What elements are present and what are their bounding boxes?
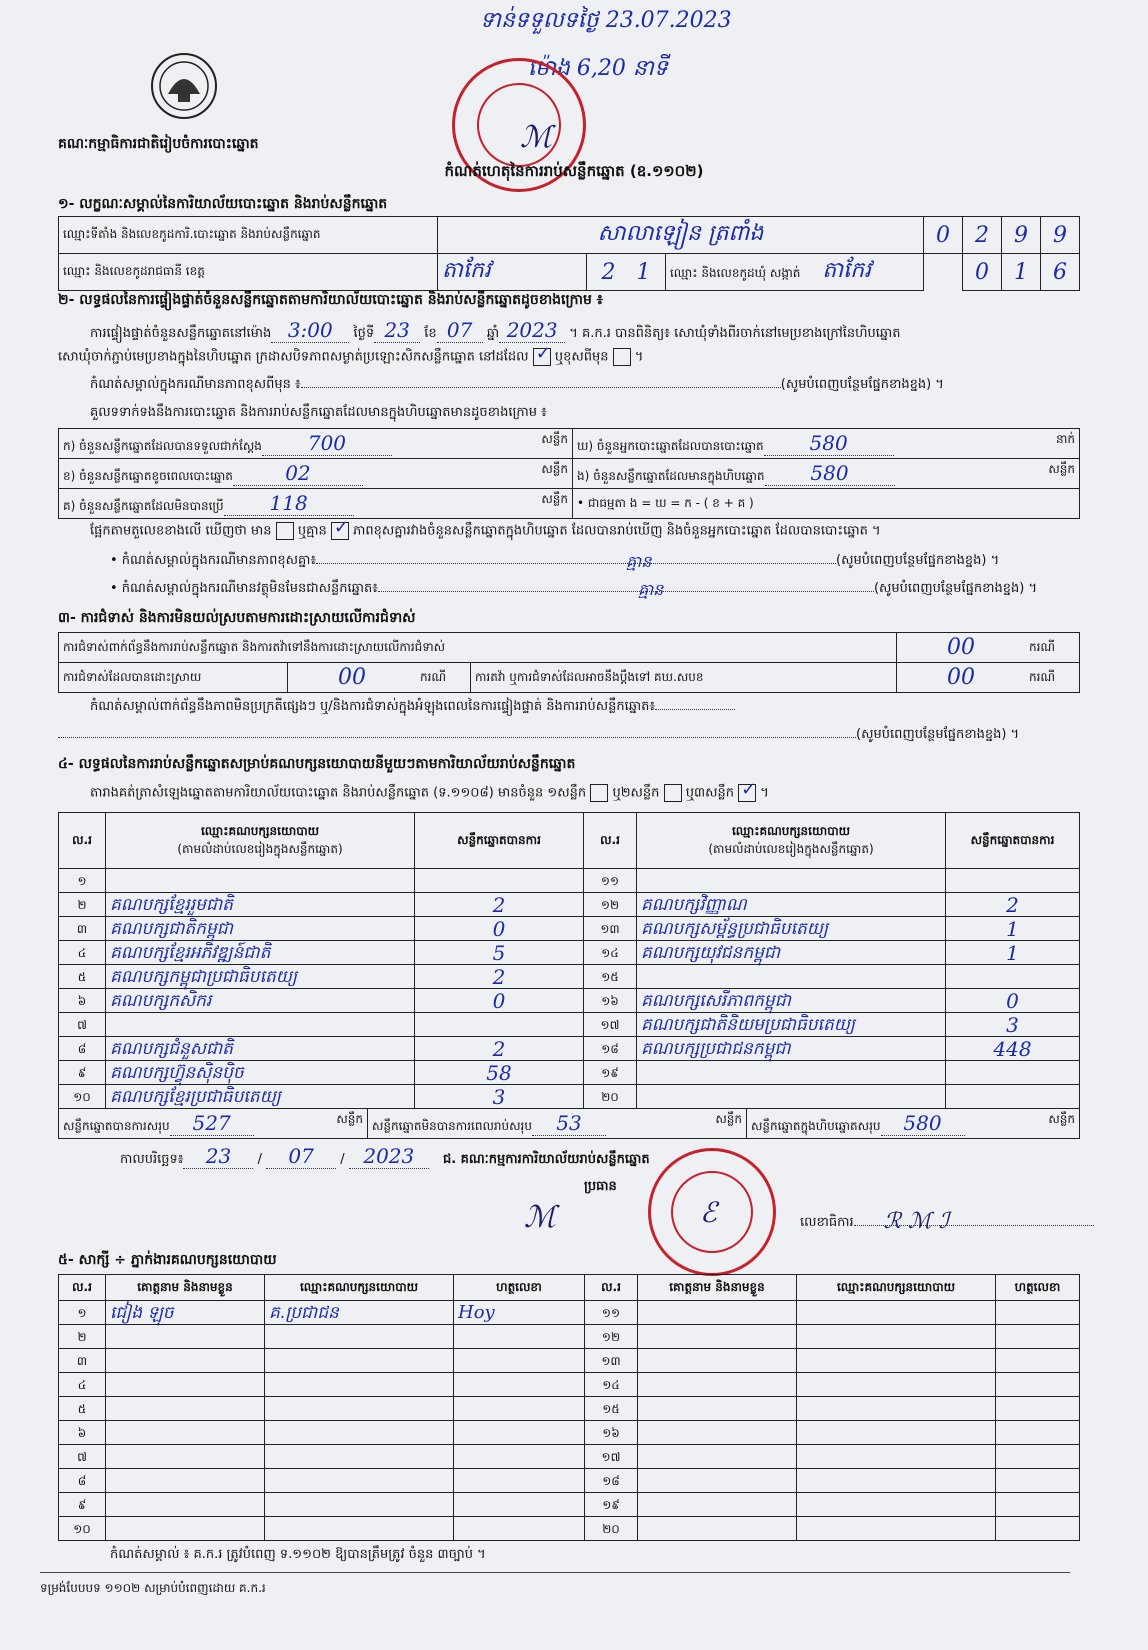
table-row [59, 1061, 1080, 1085]
witness-signature [996, 1301, 1080, 1325]
witness-party [265, 1469, 454, 1493]
witness-signature [996, 1397, 1080, 1421]
checkbox-2-sheets[interactable] [664, 784, 682, 802]
witness-name [106, 1445, 265, 1469]
party-name: គណបក្សហ៊្វុនស៊ិនប៉ិច [106, 1061, 415, 1085]
witness-name [106, 1349, 265, 1373]
witness-name [106, 1325, 265, 1349]
table-row [59, 1085, 1080, 1109]
verify-day: 23 [374, 318, 420, 343]
row-no: ២ [59, 1325, 106, 1349]
form-title: កំណត់ហេតុនៃការរាប់សន្លឹកឆ្នោត (ឧ.១១០២) [444, 162, 704, 180]
witness-name [638, 1301, 797, 1325]
witness-name [106, 1493, 265, 1517]
spoiled-ballots-value: 02 [233, 461, 363, 486]
witness-party [797, 1301, 996, 1325]
party-name: គណបក្សវិញ្ញាណ [637, 893, 946, 917]
appeal-value: 00 [897, 663, 1026, 693]
table-row [59, 965, 1080, 989]
objection-related-label: ការជំទាស់ពាក់ព័ន្ធនឹងការរាប់សន្លឹកឆ្នោត និងការតវ៉ាទៅនឹងការដោះស្រាយលើការជំទាស់ [59, 633, 897, 663]
witness-party: គ.ប្រជាជន [265, 1301, 454, 1325]
party-votes: 1 [946, 941, 1080, 965]
witness-signature: Hoy [454, 1301, 585, 1325]
commune-code-2: 1 [1002, 254, 1041, 291]
witness-name [638, 1397, 797, 1421]
party-votes: 3 [415, 1085, 584, 1109]
table-row [59, 869, 1080, 893]
formula: • ជាធម្មតា ង = ឃ = ក - ( ខ + គ ) [573, 489, 1080, 519]
party-name [637, 1085, 946, 1109]
party-votes [946, 965, 1080, 989]
unused-ballots-value: 118 [224, 491, 354, 516]
witness-name [638, 1349, 797, 1373]
party-votes: 2 [415, 893, 584, 917]
party-name: គណបក្សសេរីភាពកម្ពុជា [637, 989, 946, 1013]
table-row [59, 1301, 1080, 1325]
party-votes: 0 [415, 989, 584, 1013]
row-no: ៤ [59, 941, 106, 965]
party-name: គណបក្សយុវជនកម្ពុជា [637, 941, 946, 965]
row-no: ១ [59, 1301, 106, 1325]
party-name [106, 869, 415, 893]
witness-party [797, 1445, 996, 1469]
location-label: ឈ្មោះទីតាំង និងលេខកូដការិ.បោះឆ្នោត និងរាប់សន្លឹកឆ្នោត [59, 217, 438, 254]
table-row [59, 1397, 1080, 1421]
table-row [59, 917, 1080, 941]
witness-party [265, 1397, 454, 1421]
location-code-2: 2 [963, 217, 1002, 254]
chair-label: ប្រធាន [584, 1179, 617, 1194]
row-no: ១០ [59, 1517, 106, 1541]
witness-party [797, 1325, 996, 1349]
witness-name [106, 1421, 265, 1445]
tally-sheet-line: តារាងគត់ត្រាសំឡេងឆ្នោតតាមការិយាល័យបោះឆ្នោត និងរាប់សន្លឹកឆ្នោត (ទ.១១០៨) មានចំនួន ១សន្លឹក ឬ២សន្លឹក ឬ៣សន្លឹក ✓ ។ [90, 784, 769, 804]
row-no: ៦ [59, 1421, 106, 1445]
verify-time: 3:00 [271, 318, 349, 343]
row-no: ២ [59, 893, 106, 917]
handwritten-time-note: ម៉ោង 6,20 នាទី [528, 56, 668, 81]
party-name [106, 1013, 415, 1037]
witness-party [265, 1493, 454, 1517]
table-row [59, 1037, 1080, 1061]
row-no: ១៥ [584, 965, 637, 989]
party-name: គណបក្សសម្ព័ន្ធប្រជាធិបតេយ្យ [637, 917, 946, 941]
col-party-right: ឈ្មោះគណបក្សនយោបាយ (តាមលំដាប់លេខរៀងក្នុងសន្លឹកឆ្នោត) [637, 813, 946, 869]
mismatch-check-line: ផ្អែកតាមតួលេខខាងលើ ឃើញថា មាន ឬគ្មាន ✓ ភាពខុសគ្នារវាងចំនួនសន្លឹកឆ្នោតក្នុងហិបឆ្នោត ដែលបានរាប់ឃើញ និងចំនួនអ្នកបោះឆ្នោត ដែលបានបោះឆ្នោត ។ [90, 522, 881, 542]
row-no: ១៦ [584, 989, 637, 1013]
witness-party [797, 1469, 996, 1493]
row-no: ៧ [59, 1445, 106, 1469]
section5-heading: ៥- សាក្សី ÷ ភ្នាក់ងារគណបក្សនយោបាយ [58, 1252, 277, 1268]
witness-table: ល.រ គោត្តនាម និងនាមខ្លួន ឈ្មោះគណបក្សនយោបាយ ហត្ថលេខា ល.រ គោត្តនាម និងនាមខ្លួន ឈ្មោះគណបក្សនយោបាយ ហត្ថលេខា ១ ជៀង ឡុច គ.ប្រជាជន Hoy ១១ ២ ១២ ៣ ១៣ ៤ ១៤ ៥ ១៥ ៦ ១៦ ៧ ១៧ ៨ ១៨ ៩ ១៩ ១០ ២០ [58, 1274, 1080, 1541]
location-code-1: 0 [924, 217, 963, 254]
row-no: ១៤ [585, 1373, 638, 1397]
witness-name [638, 1445, 797, 1469]
party-votes [415, 1013, 584, 1037]
party-votes [415, 869, 584, 893]
witness-name [106, 1517, 265, 1541]
table-row [59, 1493, 1080, 1517]
witness-signature [996, 1349, 1080, 1373]
witness-signature [996, 1445, 1080, 1469]
witness-party [797, 1373, 996, 1397]
location-code-4: 9 [1041, 217, 1080, 254]
province-label: ឈ្មោះ និងលេខកូដរាជធានី ខេត្ត [59, 254, 438, 291]
row-no: ១៨ [584, 1037, 637, 1061]
note-diff-line: កំណត់សម្គាល់ក្នុងករណីមានភាពខុសពីមុន ៖ (សូមបំពេញបន្ថែមផ្នែកខាងខ្នង) ។ [90, 377, 944, 392]
row-no: ១០ [59, 1085, 106, 1109]
handwritten-date-note: ទាន់ទទួលទថ្ងៃ 23.07.2023 [480, 8, 732, 33]
row-no: ៧ [59, 1013, 106, 1037]
witness-name [638, 1325, 797, 1349]
row-no: ២០ [585, 1517, 638, 1541]
witness-party [265, 1373, 454, 1397]
party-name: គណបក្សខ្មែរប្រជាធិបតេយ្យ [106, 1085, 415, 1109]
secretary-line: លេខាធិការ ℛ ℳ ℐ [800, 1214, 1094, 1233]
witness-party [265, 1517, 454, 1541]
party-votes: 2 [415, 965, 584, 989]
party-name: គណបក្សខ្មែរអភិវឌ្ឍន៍ជាតិ [106, 941, 415, 965]
checkbox-different[interactable] [613, 348, 631, 366]
table-row [59, 1325, 1080, 1349]
col-votes-right: សន្លឹកឆ្នោតបានការ [946, 813, 1080, 869]
party-name: គណបក្សខ្មែររួមជាតិ [106, 893, 415, 917]
table-row [59, 941, 1080, 965]
col-party-left: ឈ្មោះគណបក្សនយោបាយ (តាមលំដាប់លេខរៀងក្នុងសន្លឹកឆ្នោត) [106, 813, 415, 869]
witness-name [106, 1373, 265, 1397]
row-no: ៦ [59, 989, 106, 1013]
row-no: ១៧ [584, 1013, 637, 1037]
resolved-label: ការជំទាស់ដែលបានដោះស្រាយ [59, 663, 288, 693]
party-name: គណបក្សកសិករ [106, 989, 415, 1013]
witness-name [106, 1397, 265, 1421]
voters-voted-value: 580 [764, 431, 894, 456]
witness-signature [454, 1421, 585, 1445]
witness-name [638, 1469, 797, 1493]
resolved-value: 00 [288, 663, 417, 693]
table-row [59, 1013, 1080, 1037]
witness-signature [454, 1325, 585, 1349]
verify-month: 07 [437, 318, 483, 343]
date-line: កាលបរិច្ឆេទ៖ 23 / 07 / 2023 ជ. គណៈកម្មការការិយាល័យរាប់សន្លឹកឆ្នោត [120, 1144, 650, 1168]
checkbox-same[interactable] [533, 348, 551, 366]
witness-signature [454, 1445, 585, 1469]
witness-signature [454, 1517, 585, 1541]
witness-name [638, 1517, 797, 1541]
row-no: ៤ [59, 1373, 106, 1397]
note-foreign-line: • កំណត់សម្គាល់ក្នុងករណីមានវត្ថុមិនមែនជាសន្លឹកឆ្នោត៖ គ្មាន (សូមបំពេញបន្ថែមផ្នែកខាងខ្នង) ។ [110, 580, 1038, 599]
row-no: ១៩ [584, 1061, 637, 1085]
witness-party [265, 1325, 454, 1349]
row-no: ១៧ [585, 1445, 638, 1469]
table-row [59, 989, 1080, 1013]
commune-code-3: 6 [1041, 254, 1080, 291]
row-no: ១៣ [584, 917, 637, 941]
row-no: ១២ [584, 893, 637, 917]
row-no: ៨ [59, 1037, 106, 1061]
witness-party [797, 1397, 996, 1421]
table-row [59, 1421, 1080, 1445]
party-votes: 2 [415, 1037, 584, 1061]
totals-table: សន្លឹកឆ្នោតបានការសរុប 527 សន្លឹក សន្លឹកឆ្នោតមិនបានការពេលរាប់សរុប 53 សន្លឹក សន្លឹកឆ្នោតក្នុងហិបឆ្នោតសរុប 580 សន្លឹក [58, 1108, 1080, 1139]
party-name [637, 965, 946, 989]
party-name: គណបក្សកម្ពុជាប្រជាធិបតេយ្យ [106, 965, 415, 989]
table-row [59, 1349, 1080, 1373]
row-no: ១៤ [584, 941, 637, 965]
ballots-in-box-value: 580 [765, 461, 895, 486]
witness-signature [996, 1517, 1080, 1541]
witness-party [265, 1349, 454, 1373]
location-code-3: 9 [1002, 217, 1041, 254]
table-row [59, 1517, 1080, 1541]
witness-signature [454, 1349, 585, 1373]
row-no: ១២ [585, 1325, 638, 1349]
province-value: តាកែវ [438, 254, 587, 291]
party-votes: 58 [415, 1061, 584, 1085]
member-signature: ℳ [524, 1200, 557, 1235]
row-no: ១ [59, 869, 106, 893]
row-no: ៣ [59, 1349, 106, 1373]
section4-heading: ៤- លទ្ធផលនៃការរាប់សន្លឹកឆ្នោតសម្រាប់គណបក្សនយោបាយនីមួយៗតាមការិយាល័យរាប់សន្លឹកឆ្នោត [58, 756, 576, 772]
witness-signature [996, 1469, 1080, 1493]
commune-code-1: 0 [963, 254, 1002, 291]
party-name: គណបក្សជាតិកម្ពុជា [106, 917, 415, 941]
witness-signature [454, 1373, 585, 1397]
verification-line-2: សោឃុំចាក់ភ្ជាប់មេប្រខាងក្នុងនៃហិបឆ្នោត ក្រដាសបិទភាពសម្ងាត់ប្រឡោះសិកសន្លឹកឆ្នោត នៅដដែល ✓ ឬខុសពីមុន ។ [58, 348, 643, 368]
row-no: ៩ [59, 1493, 106, 1517]
checkbox-3-sheets[interactable] [738, 784, 756, 802]
witness-signature [996, 1325, 1080, 1349]
section3-heading: ៣- ការជំទាស់ និងការមិនយល់ស្របតាមការដោះស្រាយលើការជំទាស់ [58, 610, 416, 626]
ballot-count-table: ក) ចំនួនសន្លឹកឆ្នោតដែលបានទទួលជាក់ស្តែង 700 សន្លឹក ឃ) ចំនួនអ្នកបោះឆ្នោតដែលបានបោះឆ្នោត 580 នាក់ ខ) ចំនួនសន្លឹកឆ្នោតខូចពេលបោះឆ្នោត 02 សន្លឹក ង) ចំនួនសន្លឹកឆ្នោតដែលមានក្នុងហិបឆ្នោត 580 សន្លឹក គ) ចំនួនសន្លឹកឆ្នោតដែលមិនបានប្រើ 118 សន្លឹក • ជាធម្មតា ង = ឃ = ក - ( ខ + គ ) [58, 428, 1080, 519]
row-no: ៥ [59, 965, 106, 989]
party-results-table [58, 812, 1080, 1109]
party-votes: 3 [946, 1013, 1080, 1037]
witness-signature [454, 1469, 585, 1493]
verify-year: 2023 [499, 318, 565, 343]
table-row [59, 1373, 1080, 1397]
party-votes: 0 [415, 917, 584, 941]
objection-table: ការជំទាស់ពាក់ព័ន្ធនឹងការរាប់សន្លឹកឆ្នោត និងការតវ៉ាទៅនឹងការដោះស្រាយលើការជំទាស់ 00 ករណី ការជំទាស់ដែលបានដោះស្រាយ 00 ករណី ការតវ៉ា ឬការជំទាស់ដែលអាចនឹងប្តឹងទៅ គឃ.សបខ 00 ករណី [58, 632, 1080, 693]
total-valid-value: 527 [170, 1111, 254, 1136]
objection-related-value: 00 [897, 633, 1026, 663]
row-no: ១១ [584, 869, 637, 893]
witness-signature [996, 1493, 1080, 1517]
checkbox-no-difference[interactable] [331, 522, 349, 540]
row-no: ៣ [59, 917, 106, 941]
row-no: ៨ [59, 1469, 106, 1493]
table-row [59, 1445, 1080, 1469]
party-name: គណបក្សជាតិនិយមប្រជាធិបតេយ្យ [637, 1013, 946, 1037]
chair-signature: ℰ [700, 1196, 717, 1229]
party-votes [946, 1085, 1080, 1109]
form-reference: ទម្រង់បែបបទ ១១០២ សម្រាប់បំពេញដោយ គ.ក.រ [40, 1581, 266, 1595]
total-invalid-value: 53 [532, 1111, 606, 1136]
party-name [637, 869, 946, 893]
witness-party [797, 1421, 996, 1445]
result-intro: គួលទទាក់ទងនឹងការបោះឆ្នោត និងការរាប់សន្លឹកឆ្នោតដែលមានក្នុងហិបឆ្នោតមានដូចខាងក្រោម ៖ [90, 405, 547, 420]
commune-label: ឈ្មោះ និងលេខកូដឃុំ សង្កាត់ [670, 266, 801, 280]
signature-top: ℳ [520, 120, 553, 155]
witness-party [797, 1493, 996, 1517]
commune-value: តាកែវ [822, 258, 872, 283]
section3-fill-line: (សូមបំពេញបន្ថែមផ្នែកខាងខ្នង) ។ [58, 726, 1080, 745]
verification-line-1: ការផ្ទៀងផ្ទាត់ចំនួនសន្លឹកឆ្នោតនៅម៉ោង 3:00 ថ្ងៃទី 23 ខែ 07 ឆ្នាំ 2023 ។ គ.ក.រ បានពិនិត្យ៖ សោឃុំទាំងពីរចាក់នៅមេប្រខាងក្រៅនៃហិបឆ្នោត [90, 318, 901, 342]
table-row [59, 893, 1080, 917]
col-no-left: ល.រ [59, 813, 106, 869]
party-name: គណបក្សប្រជាជនកម្ពុជា [637, 1037, 946, 1061]
organization-name: គណៈកម្មាធិការជាតិរៀបចំការបោះឆ្នោត [58, 136, 259, 152]
witness-name [638, 1421, 797, 1445]
witness-party [797, 1517, 996, 1541]
checkbox-has-difference[interactable] [276, 522, 294, 540]
appeal-label: ការតវ៉ា ឬការជំទាស់ដែលអាចនឹងប្តឹងទៅ គឃ.សបខ [471, 663, 897, 693]
location-value: សាលាឡៀន ត្រពាំង [438, 217, 924, 254]
witness-name [638, 1373, 797, 1397]
province-code: 2 1 [587, 254, 666, 291]
received-ballots-value: 700 [262, 431, 392, 456]
row-no: ១៥ [585, 1397, 638, 1421]
row-no: ១១ [585, 1301, 638, 1325]
col-no-right: ល.រ [584, 813, 637, 869]
checkbox-1-sheet[interactable] [590, 784, 608, 802]
note-mismatch-line: • កំណត់សម្គាល់ក្នុងករណីមានភាពខុសគ្នា៖ គ្មាន (សូមបំពេញបន្ថែមផ្នែកខាងខ្នង) ។ [110, 552, 1000, 571]
row-no: ៥ [59, 1397, 106, 1421]
party-votes: 0 [946, 989, 1080, 1013]
witness-party [797, 1349, 996, 1373]
section1-heading: ១- លក្ខណៈសម្គាល់នៃការិយាល័យបោះឆ្នោត និងរាប់សន្លឹកឆ្នោត [58, 196, 388, 212]
table-row [59, 1469, 1080, 1493]
row-no: ១៦ [585, 1421, 638, 1445]
row-no: ១៣ [585, 1349, 638, 1373]
witness-name [106, 1469, 265, 1493]
party-name: គណបក្សជំនួសជាតិ [106, 1037, 415, 1061]
witness-signature [996, 1421, 1080, 1445]
witness-name: ជៀង ឡុច [106, 1301, 265, 1325]
party-votes: 448 [946, 1037, 1080, 1061]
row-no: ១៨ [585, 1469, 638, 1493]
witness-signature [454, 1493, 585, 1517]
party-votes: 1 [946, 917, 1080, 941]
witness-name [638, 1493, 797, 1517]
commune-cell [666, 254, 924, 291]
party-name [637, 1061, 946, 1085]
witness-signature [454, 1397, 585, 1421]
section3-note: កំណត់សម្គាល់ពាក់ព័ន្ធនឹងភាពមិនប្រក្រតីផ្សេងៗ ឬ/និងការជំទាស់ក្នុងអំឡុងពេលនៃការផ្ទៀងផ្ទាត់ និងការរាប់សន្លឹកឆ្នោត៖ [90, 698, 1080, 717]
row-no: ១៩ [585, 1493, 638, 1517]
witness-signature [996, 1373, 1080, 1397]
party-votes [946, 869, 1080, 893]
section1-table [58, 216, 1080, 291]
section2-heading: ២- លទ្ធផលនៃការផ្ទៀងផ្ទាត់ចំនួនសន្លឹកឆ្នោតតាមការិយាល័យបោះឆ្នោត និងរាប់សន្លឹកឆ្នោតដូចខាងក្រោម ៖ [58, 292, 603, 308]
witness-party [265, 1445, 454, 1469]
total-box-value: 580 [881, 1111, 965, 1136]
col-votes-left: សន្លឹកឆ្នោតបានការ [415, 813, 584, 869]
row-no: ៩ [59, 1061, 106, 1085]
party-votes [946, 1061, 1080, 1085]
party-votes: 5 [415, 941, 584, 965]
witness-party [265, 1421, 454, 1445]
row-no: ២០ [584, 1085, 637, 1109]
footer-note: កំណត់សម្គាល់ ៖ គ.ក.រ ត្រូវបំពេញ ទ.១១០២ ឱ្យបានត្រឹមត្រូវ ចំនួន ៣ច្បាប់ ។ [110, 1547, 486, 1562]
nec-emblem-icon [148, 50, 220, 122]
party-votes: 2 [946, 893, 1080, 917]
